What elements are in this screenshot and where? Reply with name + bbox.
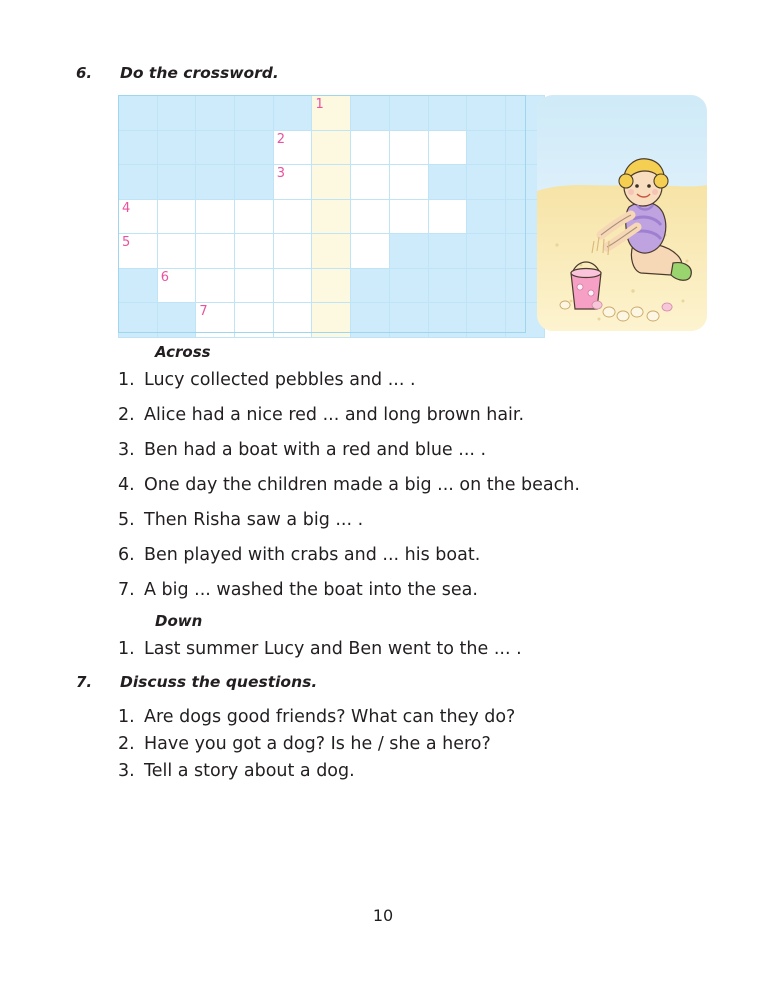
across-clue [118,398,580,433]
across-clue [118,363,580,398]
exercise-7-header [76,673,317,691]
discussion-question [118,731,515,758]
crossword-cell[interactable] [157,234,196,269]
crossword-cell[interactable] [196,268,235,303]
crossword-cell [428,234,467,269]
crossword-row [119,165,545,200]
crossword-cell[interactable] [273,165,312,200]
crossword-cell[interactable] [428,199,467,234]
crossword-cell [467,165,506,200]
discussion-question-number: 1. [118,707,135,727]
crossword-cell[interactable] [273,234,312,269]
crossword-cell[interactable] [235,234,274,269]
crossword-cell [157,165,196,200]
beach-illustration [537,95,707,331]
crossword-cell[interactable] [196,234,235,269]
crossword-row [119,130,545,165]
crossword-row [119,234,545,269]
crossword-cell [273,96,312,131]
crossword-cell[interactable] [157,199,196,234]
crossword-row [119,199,545,234]
across-clue-number: 4. [118,475,135,495]
crossword-cell-number: 4 [122,200,131,216]
crossword-cell [428,165,467,200]
crossword-cell-number: 6 [160,269,169,285]
across-heading: Across [155,343,211,361]
crossword-cell[interactable] [428,130,467,165]
crossword-cell [428,303,467,338]
crossword-cell[interactable] [389,130,428,165]
crossword-cell[interactable] [351,199,390,234]
crossword-cell [428,268,467,303]
across-clue [118,503,580,538]
crossword-cell-number: 1 [315,97,324,112]
crossword-cell[interactable] [351,165,390,200]
crossword-cell[interactable] [351,130,390,165]
exercise-7-title: Discuss the questions. [120,673,318,691]
crossword-cell[interactable] [119,199,158,234]
crossword-cell[interactable] [235,199,274,234]
crossword-cell [157,130,196,165]
discussion-question-text: Tell a story about a dog. [144,761,355,781]
crossword-cell [157,303,196,338]
across-clue [118,468,580,503]
down-heading: Down [155,612,203,630]
crossword-cell [235,96,274,131]
crossword-cell[interactable] [273,303,312,338]
crossword-cell[interactable] [196,199,235,234]
crossword-cell[interactable] [312,268,351,303]
page-number: 10 [372,906,394,925]
crossword-cell[interactable] [312,303,351,338]
crossword-cell [196,165,235,200]
crossword-cell [119,96,158,131]
across-clue-text: Lucy collected pebbles and ... . [144,370,416,390]
crossword-grid[interactable] [118,95,545,338]
discussion-question-text: Are dogs good friends? What can they do? [144,707,516,727]
crossword-cell[interactable] [273,268,312,303]
crossword-cell[interactable] [196,303,235,338]
crossword-cell-number: 2 [276,131,286,147]
crossword-cell[interactable] [119,234,158,269]
crossword-cell [467,130,506,165]
discussion-question-number: 2. [118,734,135,754]
across-clue-number: 5. [118,510,135,530]
crossword-cell [428,96,467,131]
across-clue-number: 1. [118,370,135,390]
crossword-cell [467,234,506,269]
crossword-cell[interactable] [157,268,196,303]
crossword-cell[interactable] [273,199,312,234]
across-clue-number: 3. [118,440,135,460]
across-clue-text: One day the children made a big ... on the beach. [144,475,580,495]
crossword-row [119,303,545,338]
crossword-cell[interactable] [312,199,351,234]
down-clue-list [118,632,522,667]
crossword-cell [119,165,158,200]
across-clue-text: A big ... washed the boat into the sea. [144,580,478,600]
exercise-6-header [76,64,279,82]
crossword-cell[interactable] [273,130,312,165]
exercise-7-number: 7. [76,673,93,691]
crossword-cell [119,303,158,338]
crossword-cell[interactable] [389,165,428,200]
crossword-cell[interactable] [235,303,274,338]
crossword-cell [467,199,506,234]
crossword-cell [235,130,274,165]
crossword-cell [196,96,235,131]
across-clue-text: Ben had a boat with a red and blue ... . [144,440,487,460]
across-clue [118,573,580,608]
crossword-cell [351,96,390,131]
crossword-cell-number: 7 [199,304,208,319]
discussion-question [118,758,515,785]
across-clue-number: 6. [118,545,135,565]
crossword-cell [389,96,428,131]
exercise-6-title: Do the crossword. [120,64,279,82]
crossword-cell [119,130,158,165]
crossword-cell[interactable] [235,268,274,303]
crossword-row [119,268,545,303]
down-clue-number: 1. [118,639,135,659]
across-clue-number: 7. [118,580,135,600]
crossword-cell[interactable] [312,165,351,200]
discussion-question-text: Have you got a dog? Is he / she a hero? [144,734,491,754]
crossword-cell [196,130,235,165]
discussion-question-number: 3. [118,761,135,781]
crossword-cell [467,96,506,131]
down-clue-text: Last summer Lucy and Ben went to the ... . [144,639,522,659]
crossword-cell [157,96,196,131]
crossword-cell [235,165,274,200]
girl-playing-with-sand-on-beach-icon [537,95,707,331]
crossword-row [119,96,545,131]
discussion-question [118,704,515,731]
across-clue-list [118,363,580,608]
crossword-cell [351,303,390,338]
discussion-question-list [118,704,515,785]
crossword-cell[interactable] [312,130,351,165]
crossword-cell[interactable] [312,234,351,269]
crossword-cell [389,234,428,269]
crossword-cell [467,268,506,303]
across-clue-text: Then Risha saw a big ... . [144,510,364,530]
across-clue-text: Ben played with crabs and ... his boat. [144,545,481,565]
crossword-cell-number: 3 [276,166,286,181]
across-clue-text: Alice had a nice red ... and long brown hair. [144,405,525,425]
down-clue [118,632,522,667]
crossword-cell [389,268,428,303]
crossword-cell [119,268,158,303]
crossword-cell [389,303,428,338]
across-clue-number: 2. [118,405,135,425]
crossword-cell[interactable] [312,96,351,131]
crossword-cell [351,268,390,303]
crossword-cell[interactable] [351,234,390,269]
crossword-cell [467,303,506,338]
crossword-cell-number: 5 [122,235,131,250]
exercise-6-number: 6. [76,64,93,82]
across-clue [118,433,580,468]
crossword-cell[interactable] [389,199,428,234]
across-clue [118,538,580,573]
